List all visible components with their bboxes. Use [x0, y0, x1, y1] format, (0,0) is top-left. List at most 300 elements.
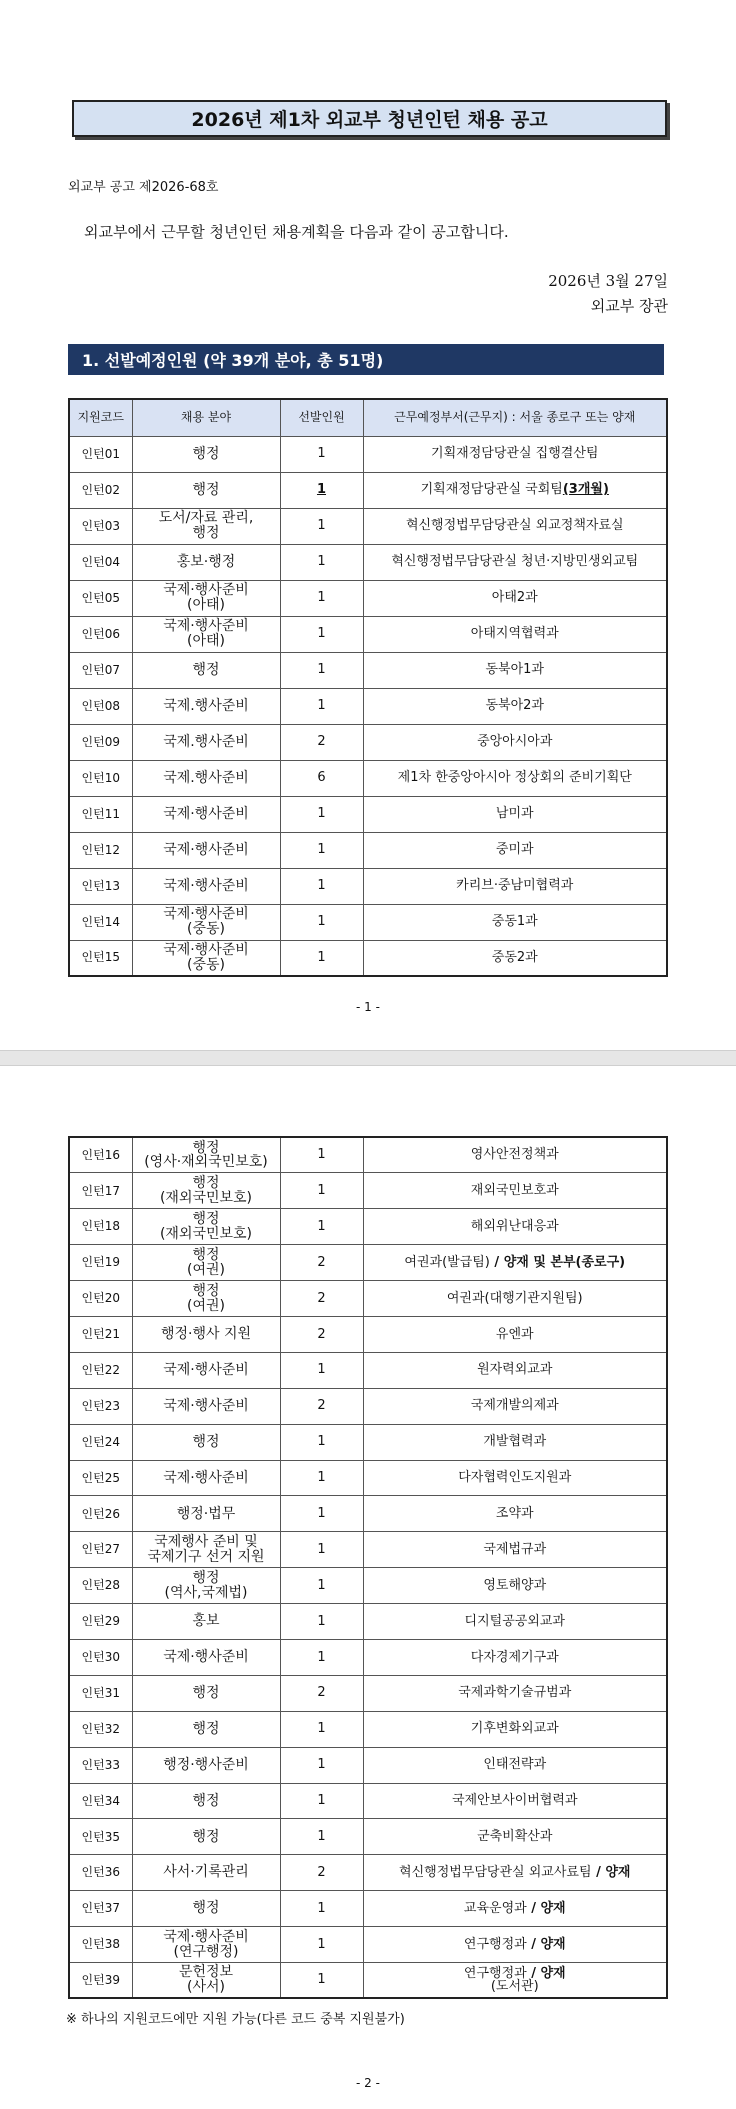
table-row [69, 1568, 667, 1604]
cell-count [280, 868, 363, 904]
cell-code: 인턴31 [69, 1675, 132, 1711]
count-value: 1 [316, 482, 327, 498]
page-number: - 1 - [356, 1000, 380, 1014]
count-value: 1 [317, 949, 326, 965]
cell-field [132, 1532, 280, 1568]
cell-count [280, 1424, 363, 1460]
header-field: 채용 분야 [132, 399, 280, 436]
dept-line [364, 1256, 667, 1270]
count-value: 1 [317, 842, 326, 858]
field-line: 국제·행사준비 [163, 906, 249, 923]
field-line: 행정 [192, 1175, 220, 1192]
dept-line [364, 843, 667, 857]
table-row [69, 1173, 667, 1209]
cell-dept [363, 868, 667, 904]
dept-line [364, 1220, 667, 1234]
field-line: 국제·행사준비 [163, 1649, 249, 1666]
dept-name: 동북아1과 [485, 662, 544, 678]
cell-count [280, 1460, 363, 1496]
dept-name: 중동1과 [491, 914, 538, 930]
cell-code: 인턴39 [69, 1962, 132, 1998]
cell-field [132, 868, 280, 904]
dept-line [364, 1830, 667, 1844]
cell-dept [363, 1891, 667, 1927]
count-value: 1 [317, 1900, 326, 1916]
cell-dept [363, 616, 667, 652]
cell-field [132, 940, 280, 976]
field-line: 국제기구 선거 지원 [147, 1548, 265, 1565]
cell-code: 인턴04 [69, 544, 132, 580]
table-row [69, 1891, 667, 1927]
cell-count [280, 1245, 363, 1281]
dept-line [364, 1794, 667, 1808]
cell-field [132, 1891, 280, 1927]
dept-line [364, 1543, 667, 1557]
cell-code: 인턴30 [69, 1639, 132, 1675]
cell-dept [363, 1460, 667, 1496]
cell-dept [363, 1173, 667, 1209]
cell-field [132, 472, 280, 508]
header-code: 지원코드 [69, 399, 132, 436]
dept-name: 연구행정과 [463, 1965, 527, 1981]
dept-line [364, 1399, 667, 1413]
field-line: 행정 [192, 1433, 220, 1450]
field-line: 국제·행사준비 [163, 582, 249, 599]
cell-code: 인턴11 [69, 796, 132, 832]
cell-count [280, 904, 363, 940]
cell-count [280, 1137, 363, 1173]
cell-field [132, 760, 280, 796]
dept-name: 원자력외교과 [477, 1362, 553, 1378]
field-line: 국제·행사준비 [163, 841, 249, 858]
dept-line [364, 447, 667, 461]
dept-line [364, 1866, 667, 1880]
field-line: 행정 [192, 525, 220, 541]
signer: 외교부 장관 [590, 297, 668, 315]
dept-name: 혁신행정법무담당관실 외교사료팀 [399, 1864, 592, 1880]
count-value: 2 [317, 1326, 326, 1342]
cell-field [132, 688, 280, 724]
cell-dept [363, 1137, 667, 1173]
cell-dept [363, 1388, 667, 1424]
table-row [69, 616, 667, 652]
cell-code: 인턴16 [69, 1137, 132, 1173]
count-value: 1 [317, 590, 326, 606]
cell-dept [363, 1496, 667, 1532]
notice-number: 외교부 공고 제2026-68호 [68, 180, 219, 195]
cell-code: 인턴21 [69, 1316, 132, 1352]
table-row [69, 796, 667, 832]
cell-count [280, 1173, 363, 1209]
dept-line [364, 1938, 667, 1952]
cell-code: 인턴38 [69, 1927, 132, 1963]
cell-code: 인턴17 [69, 1173, 132, 1209]
dept-name: 남미과 [495, 806, 534, 822]
field-line: 행정·법무 [176, 1505, 236, 1522]
cell-code: 인턴29 [69, 1604, 132, 1640]
cell-count [280, 940, 363, 976]
dept-line [364, 1363, 667, 1377]
recruitment-table-2 [68, 1136, 668, 1999]
cell-count [280, 1783, 363, 1819]
cell-code: 인턴35 [69, 1819, 132, 1855]
count-value: 1 [317, 446, 326, 462]
field-line: (아태) [187, 597, 225, 613]
dept-line [364, 1148, 667, 1162]
table-row [69, 1209, 667, 1245]
count-value: 1 [317, 1649, 326, 1665]
cell-field [132, 1137, 280, 1173]
count-value: 2 [317, 1864, 326, 1880]
cell-code: 인턴36 [69, 1855, 132, 1891]
dept-line [364, 519, 667, 533]
dept-name: 재외국민보호과 [470, 1183, 559, 1199]
dept-name: 국제과학기술규범과 [458, 1685, 572, 1701]
field-line: 국제·행사준비 [163, 942, 249, 959]
cell-count [280, 472, 363, 508]
dept-name: 아태2과 [491, 590, 538, 606]
table-row [69, 1855, 667, 1891]
table-row [69, 760, 667, 796]
cell-count [280, 1352, 363, 1388]
cell-dept [363, 1962, 667, 1998]
dept-line [364, 483, 667, 497]
count-value: 1 [317, 1613, 326, 1629]
dept-suffix: / 양재 [526, 1900, 566, 1916]
dept-line [364, 591, 667, 605]
dept-name: 여권과(대행기관지원팀) [446, 1290, 583, 1306]
dept-line [364, 1686, 667, 1700]
cell-field [132, 1675, 280, 1711]
recruitment-table-1 [68, 398, 668, 977]
cell-code: 인턴25 [69, 1460, 132, 1496]
dept-line [364, 1651, 667, 1665]
cell-count [280, 1819, 363, 1855]
table-row [69, 1316, 667, 1352]
count-value: 1 [317, 1218, 326, 1234]
count-value: 1 [317, 1793, 326, 1809]
cell-field [132, 544, 280, 580]
field-line: 국제·행사준비 [163, 1928, 249, 1945]
cell-code: 인턴22 [69, 1352, 132, 1388]
table-row [69, 1424, 667, 1460]
cell-count [280, 1281, 363, 1317]
count-value: 1 [317, 1506, 326, 1522]
field-line: 국제.행사준비 [163, 769, 249, 786]
field-line: 사서·기록관리 [163, 1864, 249, 1881]
cell-dept [363, 904, 667, 940]
cell-dept [363, 724, 667, 760]
field-line: (연구행정) [173, 1943, 239, 1960]
cell-dept [363, 1675, 667, 1711]
cell-field [132, 832, 280, 868]
field-line: 국제·행사준비 [163, 1361, 249, 1378]
cell-field [132, 1568, 280, 1604]
cell-count [280, 1496, 363, 1532]
count-value: 1 [317, 1721, 326, 1737]
dept-name: 조약과 [495, 1506, 534, 1522]
section-heading: 1. 선발예정인원 (약 39개 분야, 총 51명) [68, 344, 664, 375]
dept-name: 연구행정과 [463, 1936, 527, 1952]
cell-dept [363, 1711, 667, 1747]
cell-code: 인턴08 [69, 688, 132, 724]
table-row [69, 580, 667, 616]
cell-dept [363, 1352, 667, 1388]
dept-line-2: (도서관) [490, 1979, 539, 1995]
count-value: 6 [317, 770, 326, 786]
cell-count [280, 616, 363, 652]
cell-dept [363, 1604, 667, 1640]
dept-line [364, 1507, 667, 1521]
cell-count [280, 832, 363, 868]
cell-dept [363, 1209, 667, 1245]
table-row [69, 1281, 667, 1317]
cell-field [132, 580, 280, 616]
dept-name: 영사안전정책과 [470, 1147, 559, 1163]
field-line: 행정 [192, 1900, 220, 1917]
table-row [69, 688, 667, 724]
cell-count [280, 508, 363, 544]
table-row [69, 544, 667, 580]
field-line: 행정 [192, 1246, 220, 1263]
field-line: (여권) [187, 1297, 225, 1314]
dept-name: 중동2과 [491, 949, 538, 965]
cell-code: 인턴03 [69, 508, 132, 544]
footer-note: ※ 하나의 지원코드에만 지원 가능(다른 코드 중복 지원불가) [66, 2012, 405, 2027]
count-value: 1 [317, 1757, 326, 1773]
dept-line [364, 1902, 667, 1916]
dept-line [364, 663, 667, 677]
count-value: 2 [317, 1290, 326, 1306]
table-row [69, 1352, 667, 1388]
cell-count [280, 1711, 363, 1747]
dept-name: 제1차 한중앙아시아 정상회의 준비기획단 [397, 770, 632, 786]
dept-line [364, 627, 667, 641]
cell-count [280, 1675, 363, 1711]
table-row [69, 1927, 667, 1963]
cell-code: 인턴10 [69, 760, 132, 796]
cell-code: 인턴05 [69, 580, 132, 616]
table-row [69, 724, 667, 760]
count-value: 1 [317, 914, 326, 930]
table-row [69, 832, 667, 868]
intro-text: 외교부에서 근무할 청년인턴 채용계획을 다음과 같이 공고합니다. [84, 223, 509, 241]
cell-count [280, 1568, 363, 1604]
cell-dept [363, 1532, 667, 1568]
cell-code: 인턴02 [69, 472, 132, 508]
cell-code: 인턴18 [69, 1209, 132, 1245]
field-line: 행정 [192, 1139, 220, 1156]
field-line: 행정 [192, 1684, 220, 1701]
field-line: (아태) [187, 633, 225, 649]
cell-field [132, 1855, 280, 1891]
cell-field [132, 508, 280, 544]
cell-dept [363, 688, 667, 724]
cell-code: 인턴06 [69, 616, 132, 652]
cell-count [280, 1388, 363, 1424]
dept-name: 기획재정담당관실 국회팀 [420, 482, 563, 498]
field-line: 행정 [192, 481, 220, 498]
cell-code: 인턴01 [69, 436, 132, 472]
cell-dept [363, 1747, 667, 1783]
dept-line [364, 1722, 667, 1736]
cell-code: 인턴09 [69, 724, 132, 760]
cell-field [132, 1962, 280, 1998]
cell-code: 인턴34 [69, 1783, 132, 1819]
dept-suffix: / 양재 [591, 1864, 631, 1880]
count-value: 1 [317, 1147, 326, 1163]
cell-field [132, 1209, 280, 1245]
count-value: 2 [317, 1254, 326, 1270]
cell-code: 인턴14 [69, 904, 132, 940]
dept-line [364, 1292, 667, 1306]
count-value: 1 [317, 626, 326, 642]
field-line: 행정 [192, 1792, 220, 1809]
cell-dept [363, 1568, 667, 1604]
dept-name: 혁신행정법무담당관실 청년·지방민생외교팀 [391, 554, 639, 570]
cell-field [132, 616, 280, 652]
cell-code: 인턴27 [69, 1532, 132, 1568]
page-1 [0, 0, 736, 1050]
dept-name: 인태전략과 [483, 1757, 547, 1773]
table-row [69, 1460, 667, 1496]
cell-field [132, 1747, 280, 1783]
cell-code: 인턴07 [69, 652, 132, 688]
dept-suffix: / 양재 [526, 1965, 566, 1981]
field-line: 행정 [192, 1282, 220, 1299]
cell-code: 인턴15 [69, 940, 132, 976]
dept-name: 중앙아시아과 [477, 734, 553, 750]
dept-line [364, 1471, 667, 1485]
table-row [69, 1675, 667, 1711]
field-line: 국제·행사준비 [163, 877, 249, 894]
cell-code: 인턴37 [69, 1891, 132, 1927]
table-row [69, 1711, 667, 1747]
table-row [69, 436, 667, 472]
count-value: 1 [317, 806, 326, 822]
field-line: (사서) [187, 1979, 225, 1996]
count-value: 1 [317, 554, 326, 570]
dept-name: 카리브·중남미협력과 [456, 878, 574, 894]
cell-count [280, 760, 363, 796]
table-row [69, 904, 667, 940]
table-row [69, 1496, 667, 1532]
cell-count [280, 1891, 363, 1927]
cell-code: 인턴33 [69, 1747, 132, 1783]
cell-dept [363, 1245, 667, 1281]
cell-field [132, 1460, 280, 1496]
dept-name: 다자경제기구과 [470, 1649, 559, 1665]
dept-name: 국제개발의제과 [470, 1398, 559, 1414]
cell-count [280, 724, 363, 760]
cell-field [132, 1819, 280, 1855]
table-row [69, 508, 667, 544]
field-line: 행정 [192, 445, 220, 462]
field-line: (영사·재외국민보호) [144, 1154, 268, 1171]
count-value: 1 [317, 698, 326, 714]
cell-field [132, 1281, 280, 1317]
cell-code: 인턴13 [69, 868, 132, 904]
cell-count [280, 1604, 363, 1640]
field-line: 행정 [192, 1828, 220, 1845]
count-value: 1 [317, 1434, 326, 1450]
count-value: 1 [317, 1541, 326, 1557]
cell-dept [363, 580, 667, 616]
field-line: 행정 [192, 661, 220, 678]
cell-field [132, 796, 280, 832]
cell-dept [363, 1639, 667, 1675]
cell-field [132, 1352, 280, 1388]
field-line: 국제·행사준비 [163, 618, 249, 635]
dept-name: 교육운영과 [463, 1900, 527, 1916]
field-line: (중동) [187, 921, 225, 937]
field-line: 홍보 [192, 1613, 220, 1630]
count-value: 2 [317, 1685, 326, 1701]
dept-line [364, 951, 667, 965]
cell-dept [363, 472, 667, 508]
cell-dept [363, 508, 667, 544]
dept-name: 영토해양과 [483, 1577, 547, 1593]
dept-name: 개발협력과 [483, 1434, 547, 1450]
cell-dept [363, 760, 667, 796]
cell-field [132, 1604, 280, 1640]
header-dept: 근무예정부서(근무지) : 서울 종로구 또는 양재 [363, 399, 667, 436]
field-line: 국제·행사준비 [163, 1469, 249, 1486]
cell-code: 인턴26 [69, 1496, 132, 1532]
cell-code: 인턴23 [69, 1388, 132, 1424]
cell-count [280, 1747, 363, 1783]
table-row [69, 1747, 667, 1783]
dept-name: 동북아2과 [485, 698, 544, 714]
cell-count [280, 1209, 363, 1245]
field-line: 홍보·행정 [176, 553, 236, 570]
count-value: 1 [317, 518, 326, 534]
cell-code: 인턴28 [69, 1568, 132, 1604]
cell-code: 인턴12 [69, 832, 132, 868]
table-row [69, 1532, 667, 1568]
cell-field [132, 904, 280, 940]
field-line: 국제행사 준비 및 [154, 1534, 258, 1551]
page-title: 2026년 제1차 외교부 청년인턴 채용 공고 [72, 100, 667, 137]
field-line: 국제.행사준비 [163, 733, 249, 750]
cell-dept [363, 544, 667, 580]
cell-count [280, 1962, 363, 1998]
dept-line [364, 1435, 667, 1449]
cell-count [280, 1855, 363, 1891]
count-value: 1 [317, 1470, 326, 1486]
field-line: 행정·행사 지원 [160, 1326, 252, 1343]
notice-date: 2026년 3월 27일 [548, 272, 668, 290]
cell-field [132, 724, 280, 760]
cell-count [280, 1639, 363, 1675]
cell-dept [363, 796, 667, 832]
count-value: 1 [317, 1972, 326, 1988]
dept-line [364, 1615, 667, 1629]
header-count: 선발인원 [280, 399, 363, 436]
dept-name: 군축비확산과 [477, 1829, 553, 1845]
cell-field [132, 1783, 280, 1819]
count-value: 1 [317, 1577, 326, 1593]
dept-name: 기획재정담당관실 집행결산팀 [431, 446, 599, 462]
table-row [69, 1388, 667, 1424]
table-row [69, 1819, 667, 1855]
table-row [69, 1245, 667, 1281]
page-separator [0, 1050, 736, 1066]
cell-field [132, 1639, 280, 1675]
dept-line [364, 879, 667, 893]
table-row [69, 1137, 667, 1173]
cell-field [132, 1388, 280, 1424]
